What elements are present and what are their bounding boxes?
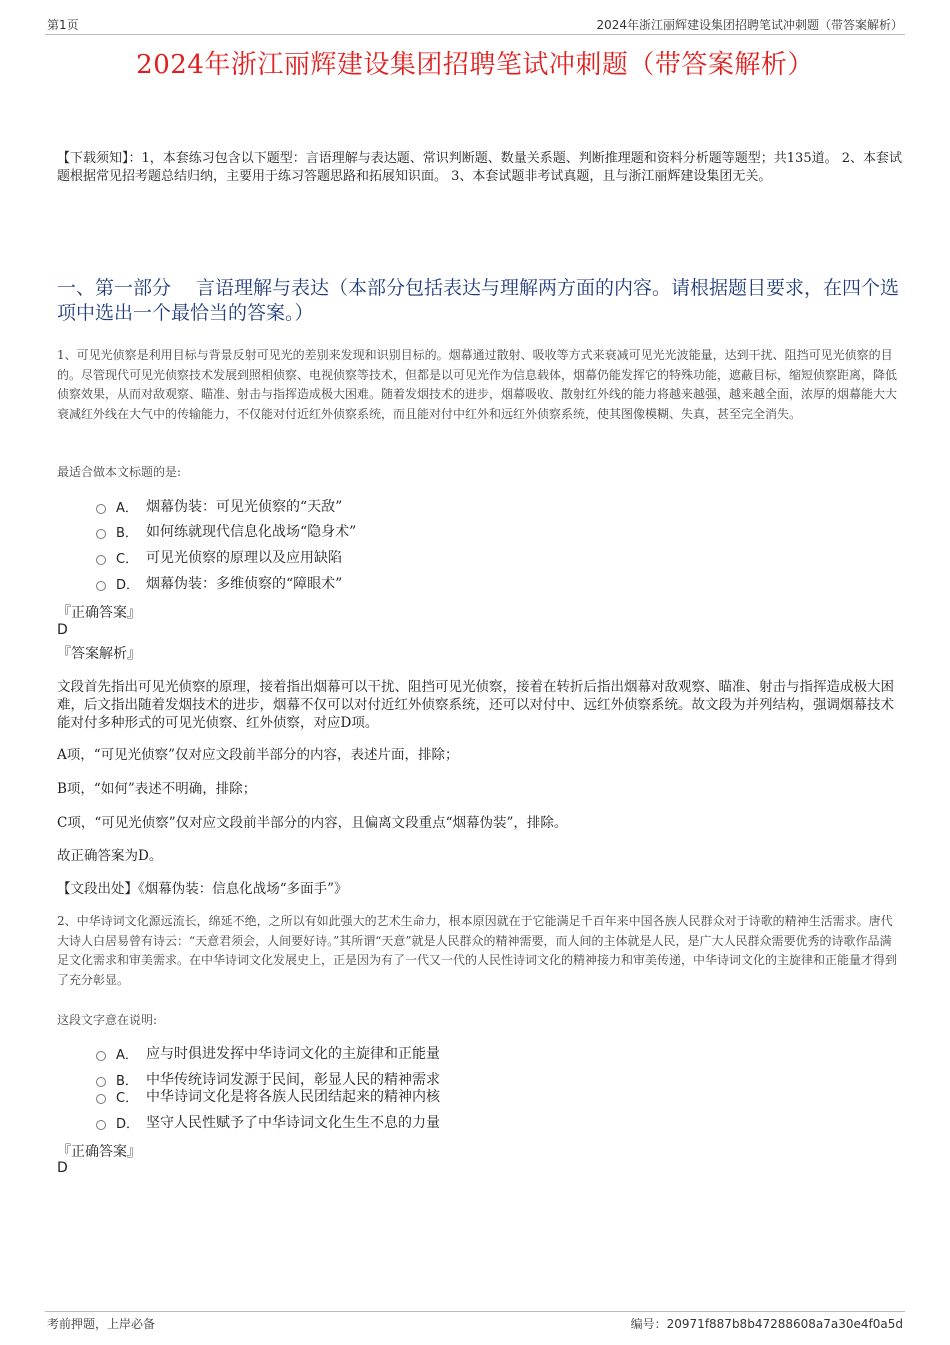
q2-option-c[interactable]: C． 中华诗词文化是将各族人民团结起来的精神内核: [96, 1086, 440, 1106]
radio-icon[interactable]: [96, 1051, 106, 1061]
q1-option-d[interactable]: D． 烟幕伪装：多维侦察的“障眼术”: [96, 573, 342, 593]
q1-answer-label: 『正确答案』: [57, 605, 141, 621]
q2-option-b[interactable]: B． 中华传统诗词发源于民间，彰显人民的精神需求: [96, 1069, 440, 1089]
q1-analysis-paragraph: 文段首先指出可见光侦察的原理，接着指出烟幕可以干扰、阻挡可见光侦察，接着在转折后指出烟幕对敌观察、瞄准、射击与指挥造成极大困难，后文指出随着发烟技术的进步，烟幕不仅可以对付近红外侦察系统，还可以对付中、远红外侦察系统。故文段为并列结构，强调烟幕技术能对付多种形式的可见光侦察、红外侦察，对应D项。: [57, 679, 894, 731]
q2-answer-label: 『正确答案』: [57, 1144, 141, 1160]
radio-icon[interactable]: [96, 1120, 106, 1130]
q1-analysis-option-b: B项，“如何”表述不明确，排除；: [57, 781, 257, 797]
footer-slogan: 考前押题，上岸必备: [47, 1317, 156, 1331]
question-2-prompt: 这段文字意在说明:: [57, 1013, 158, 1027]
q2-option-d[interactable]: D． 坚守人民性赋予了中华诗词文化生生不息的力量: [96, 1112, 440, 1132]
page-number: 第1页: [47, 18, 79, 32]
q1-analysis-option-a: A项，“可见光侦察”仅对应文段前半部分的内容，表述片面，排除；: [57, 747, 459, 763]
radio-icon[interactable]: [96, 555, 106, 565]
question-2-text: 2、中华诗词文化源远流长，绵延不绝，之所以有如此强大的艺术生命力，根本原因就在于它能满足千百年来中国各族人民群众对于诗歌的精神生活需求。唐代大诗人白居易曾有诗云：“天意君须会，人间要好诗。”其所谓“天意”就是人民群众的精神需要，而人间的主体就是人民，是广大人民群众需要优秀的诗歌作品满足文化需求和审美需求。在中华诗词文化发展史上，正是因为有了一代又一代的人民性诗词文化的精神接力和审美传递，中华诗词文化的主旋律和正能量才得到了充分彰显。: [57, 914, 898, 987]
page-header: [45, 14, 905, 35]
question-1-prompt: 最适合做本文标题的是:: [57, 465, 182, 479]
radio-icon[interactable]: [96, 529, 106, 539]
radio-icon[interactable]: [96, 1094, 106, 1104]
q1-analysis-conclusion: 故正确答案为D。: [57, 848, 163, 864]
q1-analysis-label: 『答案解析』: [57, 646, 141, 662]
q2-option-a[interactable]: A． 应与时俱进发挥中华诗词文化的主旋律和正能量: [96, 1043, 440, 1063]
q1-analysis-option-c: C项，“可见光侦察”仅对应文段前半部分的内容，且偏离文段重点“烟幕伪装”，排除。: [57, 815, 568, 831]
q2-answer: D: [57, 1160, 68, 1176]
radio-icon[interactable]: [96, 504, 106, 514]
document-title: 2024年浙江丽辉建设集团招聘笔试冲刺题（带答案解析）: [136, 50, 814, 80]
q1-option-b[interactable]: B． 如何练就现代信息化战场“隐身术”: [96, 521, 356, 541]
q1-source: 【文段出处】《烟幕伪装：信息化战场“多面手”》: [57, 881, 348, 897]
page-footer: [45, 1311, 905, 1332]
section-title: 一、第一部分 言语理解与表达（本部分包括表达与理解两方面的内容。请根据题目要求，在四个选项中选出一个最恰当的答案。）: [57, 277, 900, 324]
radio-icon[interactable]: [96, 581, 106, 591]
question-1-text: 1、可见光侦察是利用目标与背景反射可见光的差别来发现和识别目标的。烟幕通过散射、吸收等方式来衰减可见光光波能量，达到干扰、阻挡可见光侦察的目的。尽管现代可见光侦察技术发展到照相侦察、电视侦察等技术，但都是以可见光作为信息载体，烟幕仍能发挥它的特殊功能，遮蔽目标，缩短侦察距离，降低侦察效果，从而对敌观察、瞄准、射击与指挥造成极大困难。随着发烟技术的进步，烟幕吸收、散射红外线的能力将越来越强，越来越全面，浓厚的烟幕能大大衰减红外线在大气中的传输能力，不仅能对付近红外侦察系统，而且能对付中红外和远红外侦察系统，使其图像模糊、失真，甚至完全消失。: [57, 348, 898, 421]
download-notice: 【下载须知】：1，本套练习包含以下题型：言语理解与表达题、常识判断题、数量关系题、判断推理题和资料分析题等题型；共135道。 2、本套试题根据常见招考题总结归纳，主要用于练习答题思路和拓展知识面。 3、本套试题非考试真题，且与浙江丽辉建设集团无关。: [57, 151, 902, 184]
q1-answer: D: [57, 622, 68, 638]
q1-option-c[interactable]: C． 可见光侦察的原理以及应用缺陷: [96, 547, 342, 567]
q1-option-a[interactable]: A． 烟幕伪装：可见光侦察的“天敌”: [96, 496, 342, 516]
footer-serial: 编号：20971f887b8b47288608a7a30e4f0a5d: [630, 1317, 903, 1331]
header-doc-title: 2024年浙江丽辉建设集团招聘笔试冲刺题（带答案解析）: [596, 18, 903, 32]
